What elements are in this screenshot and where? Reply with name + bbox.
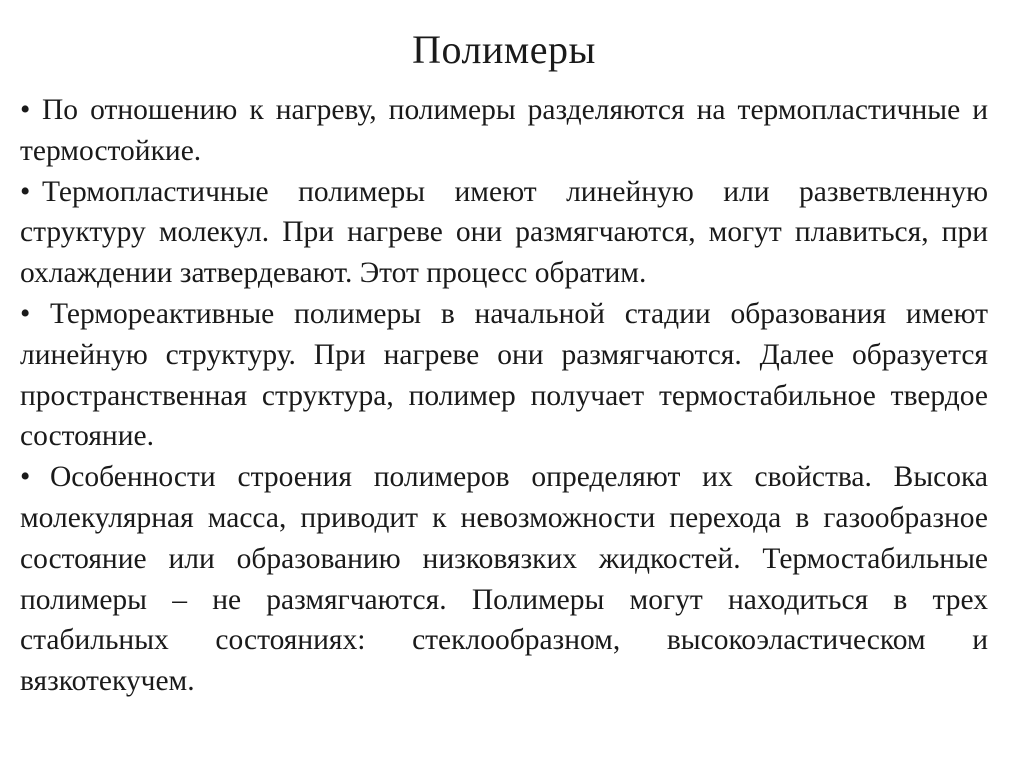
bullet-text: Особенности строения полимеров определяют их свойства. Высока молекулярная масса, приводит к невозможности перехода в газообразное состояние или образованию низковязких жидкостей. Термостабильные полимеры – не размягчаются. Полимеры могут находиться в трех стабильных состояниях: стеклообразном, высокоэластическом и вязкотекучем. bbox=[20, 461, 988, 698]
bullet-item-3 bbox=[20, 294, 988, 457]
bullet-item-2 bbox=[20, 172, 988, 294]
bullet-marker: • bbox=[20, 461, 31, 494]
bullet-item-4 bbox=[20, 457, 988, 702]
bullet-list bbox=[20, 90, 988, 702]
bullet-marker: • bbox=[20, 297, 31, 330]
bullet-marker: • bbox=[20, 94, 31, 126]
bullet-text: По отношению к нагреву, полимеры разделяются на термопластичные и термостойкие. bbox=[20, 94, 988, 167]
bullet-text: Термореактивные полимеры в начальной стадии образования имеют линейную структуру. При нагреве они размягчаются. Далее образуется пространственная структура, полимер получает термостабильное твердое состояние. bbox=[20, 297, 988, 453]
bullet-text: Термопластичные полимеры имеют линейную или разветвленную структуру молекул. При нагреве они размягчаются, могут плавиться, при охлаждении затвердевают. Этот процесс обратим. bbox=[20, 175, 988, 290]
bullet-item-1 bbox=[20, 90, 988, 172]
slide-title: Полимеры bbox=[412, 27, 596, 72]
bullet-marker: • bbox=[20, 175, 31, 208]
